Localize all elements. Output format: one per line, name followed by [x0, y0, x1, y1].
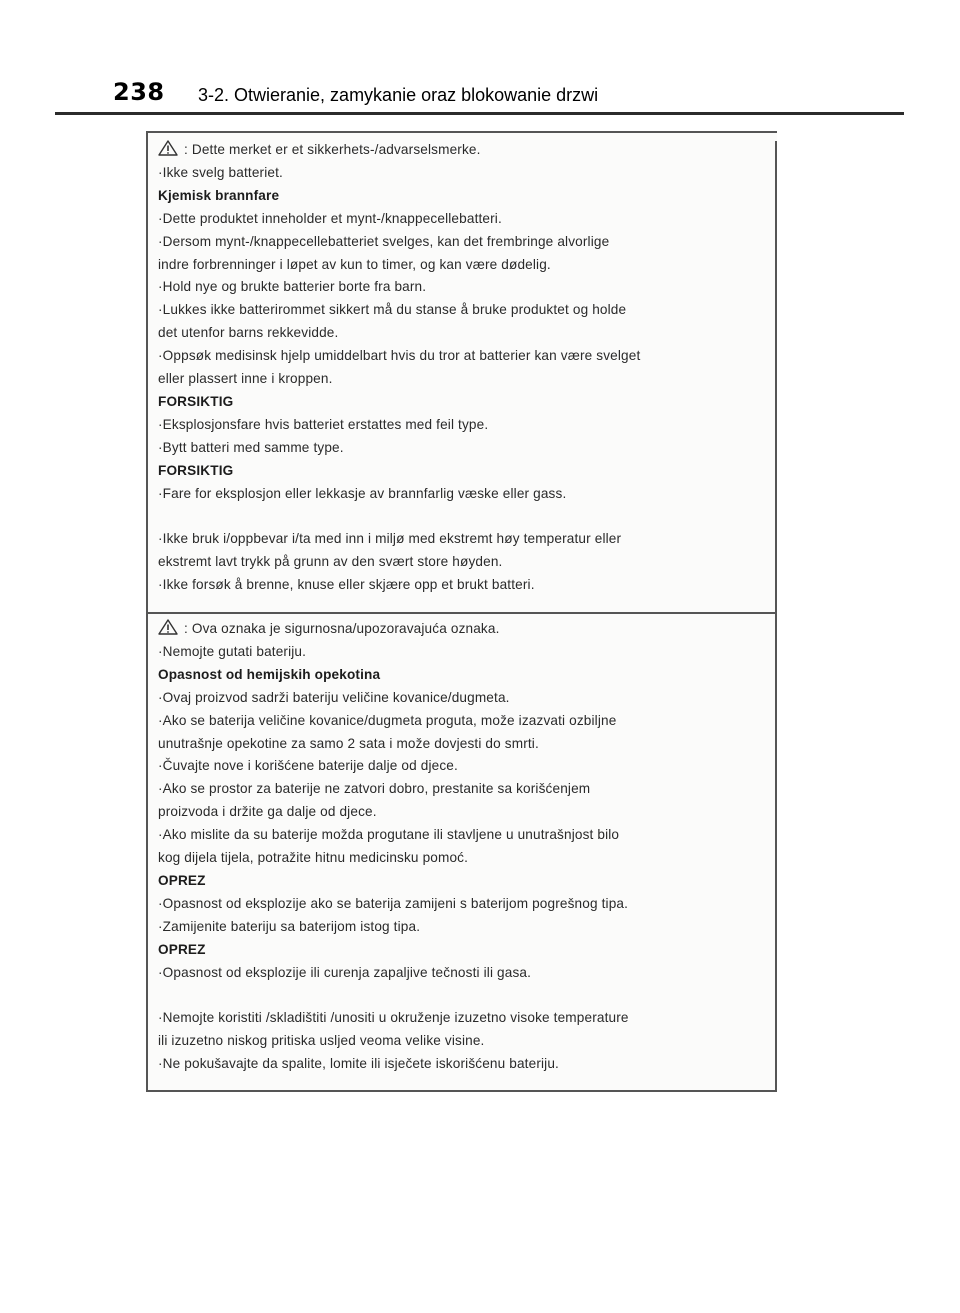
text-line: ·Eksplosjonsfare hvis batteriet erstattes med feil type. — [158, 416, 489, 432]
warning-sign-line — [158, 618, 758, 641]
text-line: ·Hold nye og brukte batterier borte fra barn. — [158, 279, 427, 295]
blank-line — [158, 985, 758, 1008]
section-title: 3-2. Otwieranie, zamykanie oraz blokowanie drzwi — [198, 85, 599, 105]
text-line: ·Bytt batteri med samme type. — [158, 439, 344, 455]
text-line: proizvoda i držite ga dalje od djece. — [158, 804, 377, 820]
text-line: ·Ikke bruk i/oppbevar i/ta med inn i miljø med ekstremt høy temperatur eller — [158, 531, 622, 547]
text-line: ·Opasnost od eksplozije ili curenja zapaljive tečnosti ili gasa. — [158, 964, 532, 980]
section-heading: OPREZ — [158, 872, 206, 888]
text-line: ·Ako se baterija veličine kovanice/dugmeta proguta, može izazvati ozbiljne — [158, 712, 617, 728]
section-heading: Kjemisk brannfare — [158, 187, 280, 203]
text-line: ·Čuvajte nove i korišćene baterije dalje od djece. — [158, 758, 458, 774]
text-line: eller plassert inne i kroppen. — [158, 371, 333, 387]
text-line: ·Opasnost od eksplozije ako se baterija zamijeni s baterijom pogrešnog tipa. — [158, 895, 629, 911]
text-line: ekstremt lavt trykk på grunn av den svært store høyden. — [158, 554, 503, 570]
section-heading: FORSIKTIG — [158, 462, 234, 478]
croatian-warning-section — [158, 618, 758, 1076]
frame-border-right — [775, 141, 777, 1092]
norwegian-lines — [158, 162, 758, 597]
text-line: ·Fare for eksplosjon eller lekkasje av brannfarlig væske eller gass. — [158, 485, 567, 501]
text-line: ·Nemojte koristiti /skladištiti /unositi u okruženje izuzetno visoke temperature — [158, 1010, 629, 1026]
warning-sign-text: : Ova oznaka je sigurnosna/upozoravajuća oznaka. — [184, 621, 500, 636]
warning-triangle-icon — [158, 619, 178, 635]
text-line: kog dijela tijela, potražite hitnu medicinsku pomoć. — [158, 850, 469, 866]
text-line: ·Dette produktet inneholder et mynt-/knappecellebatteri. — [158, 210, 502, 226]
text-line: ·Ikke svelg batteriet. — [158, 164, 283, 180]
blank-line — [158, 506, 758, 529]
croatian-lines — [158, 641, 758, 1076]
warning-sign-line — [158, 139, 758, 162]
text-line: unutrašnje opekotine za samo 2 sata i može dovjesti do smrti. — [158, 735, 539, 751]
text-line: ·Dersom mynt-/knappecellebatteriet svelges, kan det frembringe alvorlige — [158, 233, 610, 249]
text-line: ·Oppsøk medisinsk hjelp umiddelbart hvis du tror at batterier kan være svelget — [158, 348, 641, 364]
page-number: 238 — [113, 78, 165, 106]
text-line: ·Ikke forsøk å brenne, knuse eller skjære opp et brukt batteri. — [158, 577, 535, 593]
section-heading: OPREZ — [158, 941, 206, 957]
scanned-warning-label — [146, 131, 777, 1092]
warning-sign-text: : Dette merket er et sikkerhets-/advarselsmerke. — [184, 142, 481, 157]
norwegian-warning-section — [158, 139, 758, 597]
page-header — [0, 0, 960, 120]
text-line: det utenfor barns rekkevidde. — [158, 325, 339, 341]
text-line: indre forbrenninger i løpet av kun to timer, og kan være dødelig. — [158, 256, 551, 272]
text-line: ·Nemojte gutati bateriju. — [158, 643, 307, 659]
frame-border-bottom — [146, 1090, 777, 1092]
text-line: ·Ne pokušavajte da spalite, lomite ili isječete iskorišćenu bateriju. — [158, 1056, 559, 1072]
text-line: ili izuzetno niskog pritiska usljed veoma velike visine. — [158, 1033, 485, 1049]
section-divider — [146, 612, 777, 614]
frame-border-top — [146, 131, 777, 133]
warning-triangle-icon — [158, 140, 178, 156]
text-line: ·Ako se prostor za baterije ne zatvori dobro, prestanite sa korišćenjem — [158, 781, 591, 797]
text-line: ·Ovaj proizvod sadrži bateriju veličine kovanice/dugmeta. — [158, 689, 510, 705]
text-line: ·Ako mislite da su baterije možda progutane ili stavljene u unutrašnjost bilo — [158, 827, 620, 843]
header-rule — [55, 112, 904, 115]
text-line: ·Lukkes ikke batterirommet sikkert må du stanse å bruke produktet og holde — [158, 302, 627, 318]
section-heading: Opasnost od hemijskih opekotina — [158, 666, 381, 682]
section-heading: FORSIKTIG — [158, 393, 234, 409]
text-line: ·Zamijenite bateriju sa baterijom istog tipa. — [158, 918, 421, 934]
